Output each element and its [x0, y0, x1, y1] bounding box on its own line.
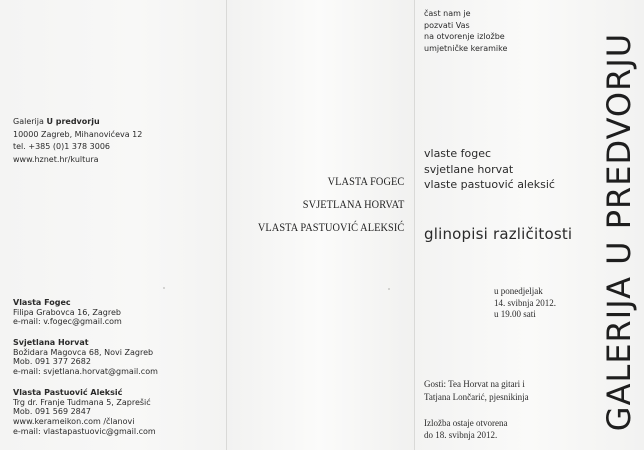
artist-names: VLASTA FOGEC SVJETLANA HORVAT VLASTA PASTUOVIĆ ALEKSIĆ	[257, 174, 404, 234]
fold-line	[414, 0, 415, 450]
fold-line	[226, 0, 227, 450]
gallery-address	[13, 116, 142, 166]
closing-text: Izložba ostaje otvorena do 18. svibnja 2012.	[424, 418, 508, 440]
gallery-logo: GALERIJA U PREDVORJU	[600, 32, 638, 432]
guests-text: Gosti: Tea Horvat na gitari i Tatjana Lončarić, pjesnikinja	[424, 379, 529, 402]
gallery-street: 10000 Zagreb, Mihanovićeva 12	[13, 129, 143, 139]
gallery-phone: tel. +385 (0)1 378 3006	[13, 142, 111, 151]
speck	[163, 287, 165, 289]
gallery-web: www.hznet.hr/kultura	[13, 154, 99, 164]
artist-contact: Vlasta Pastuović Aleksić Trg dr. Franje Tudmana 5, Zaprešić Mob. 091 569 2847 www.kerameikon.com /članovi e-mail: vlastapastuovic@gmail.com	[13, 388, 156, 436]
artist-contact: Svjetlana Horvat Božidara Magovca 68, Novi Zagreb Mob. 091 377 2682 e-mail: svjetlana.horvat@gmail.com	[13, 338, 158, 377]
speck	[388, 288, 390, 290]
exhibition-title: glinopisi različitosti	[424, 225, 573, 243]
opening-date: u ponedjeljak 14. svibnja 2012. u 19.00 sati	[494, 286, 556, 319]
gallery-name: Galerija U predvorju	[13, 117, 100, 126]
artists-genitive: vlaste fogec svjetlane horvat vlaste pastuović aleksić	[424, 147, 555, 191]
left-panel	[0, 0, 226, 450]
invitation-text: čast nam je pozvati Vas na otvorenje izložbe umjetničke keramike	[424, 9, 508, 53]
middle-panel	[226, 0, 414, 450]
artist-contact: Vlasta Fogec Filipa Grabovca 16, Zagreb e-mail: v.fogec@gmail.com	[13, 298, 122, 327]
